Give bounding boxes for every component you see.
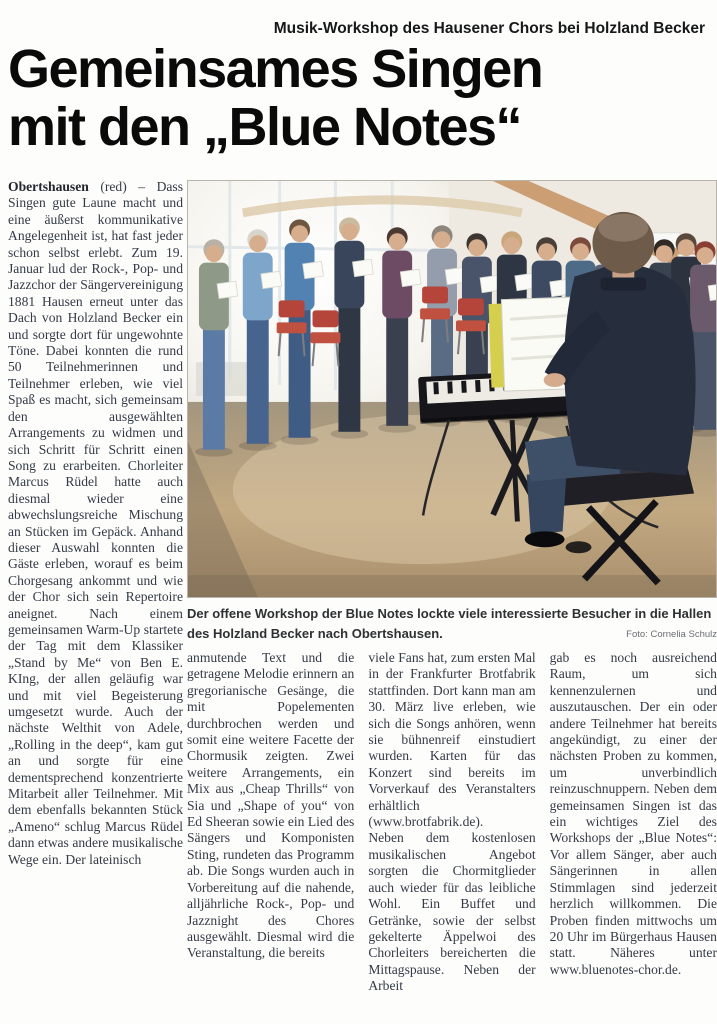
article-bottom-columns bbox=[187, 650, 717, 1020]
agency-credit: (red) – bbox=[100, 179, 146, 194]
photo-illustration bbox=[188, 181, 716, 597]
article-column-2 bbox=[187, 650, 354, 1020]
headline-line-1: Gemeinsames Singen bbox=[8, 39, 543, 99]
lead-text: Dass Singen gute Laune macht und eine äußerst kommunikative Angelegenheit ist, hat fast jeder schon selbst erlebt. Zum 19. Januar lud der Rock-, Pop- und Jazzchor der Sängervereinigung 1881 Hausen erneut unter das Dach von Holzland Becker ein und sorgte dort für ungewohnte Töne. Dabei konnten die rund 50 Teilnehmerinnen und Teilnehmer erleben, wie viel Spaß es macht, sich gemeinsam den ausgewählten Arrangements zu widmen und sich Schritt für Schritt einen Song zu erarbeiten. Chorleiter Marcus Rüdel hatte auch diesmal wieder eine abwechslungsreiche Mischung an Stücken im Gepäck. Anhand dieser Auswahl konnten die Gäste erleben, worauf es beim Chorgesang ankommt und wie der Chor sich sein Repertoire aneignet. Nach einem gemeinsamen Warm-Up startete der Tag mit dem Klassiker „Stand by Me“ von Ben E. KIng, der allen geläufig war und mit viel Begeisterung umgesetzt wurde. Auch der nächste Welthit von Adele, „Rolling in the deep“, kam gut an und sorgte für eine dementsprechend konzentrierte Mitarbeit aller Teilnehmer. Mit dem ebenfalls bekannten Stück „Ameno“ schlug Marcus Rüdel dann etwas andere musikalische Wege ein. Der lateinisch bbox=[8, 179, 183, 867]
article-column-3 bbox=[368, 650, 535, 1020]
article-column-4 bbox=[550, 650, 717, 1020]
kicker-line: Musik-Workshop des Hausener Chors bei Holzland Becker bbox=[273, 20, 705, 37]
paragraph: anmutende Text und die getragene Melodie erinnern an gregorianische Gesänge, die mit Popelementen durchbrochen werden und somit eine weitere Facette der Chormusik zeigten. Zwei weitere Arrangements, ein Mix aus „Cheap Thrills“ von Sia und „Shape of you“ von Ed Sheeran sowie ein Lied des Sängers und Komponisten Sting, rundeten das Programm ab. Die Songs wurden auch in Vorbereitung auf die nahende, alljährliche Rock-, Pop- und Jazznight des Chores ausgewählt. Diesmal wird die Veranstaltung, die bereits bbox=[187, 650, 355, 961]
article-lead-paragraph bbox=[8, 179, 183, 868]
floor-shadow-front bbox=[188, 575, 716, 597]
paragraph: viele Fans hat, zum ersten Mal in der Frankfurter Brotfabrik stattfinden. Dort kann man am 30. März live erleben, wie sich die Songs anhören, wenn sie bühnenreif einstudiert wurden. Karten für das Konzert sind bereits im Vorverkauf des Veranstalters erhältlich (www.brotfabrik.de). bbox=[368, 650, 536, 830]
dateline: Obertshausen bbox=[8, 179, 89, 194]
photo-caption bbox=[187, 604, 717, 643]
article-headline bbox=[8, 40, 648, 157]
paragraph: Neben dem kostenlosen musikalischen Angebot sorgten die Chormitglieder auch wieder für das leibliche Wohl. Ein Buffet und Getränke, sowie der selbst gekelterte Äppelwoi des Chorleiters bereicherten die Mittagspause. Neben der Arbeit bbox=[368, 830, 536, 994]
photo-credit: Foto: Cornelia Schulz bbox=[626, 628, 717, 640]
caption-text: Der offene Workshop der Blue Notes lockte viele interessierte Besucher in die Hallen des Holzland Becker nach Obertshausen. bbox=[187, 606, 712, 641]
article-photo bbox=[187, 180, 717, 598]
headline-line-2: mit den „Blue Notes“ bbox=[8, 97, 522, 158]
article-column-1 bbox=[8, 179, 183, 1019]
paragraph: gab es noch ausreichend Raum, um sich kennenzulernen und auszutauschen. Der ein oder andere Teilnehmer hat bereits angekündigt, zu einer der nächsten Proben zu kommen, um unverbindlich reinzuschnuppern. Neben dem gemeinsamen Singen ist das ein wichtiges Ziel des Workshops der „Blue Notes“: Vor allem Sänger, aber auch Sängerinnen in allen Stimmlagen sind jederzeit herzlich willkommen. Die Proben finden mittwochs um 20 Uhr im Bürgerhaus Hausen statt. Näheres unter www.bluenotes-chor.de. bbox=[549, 650, 717, 977]
